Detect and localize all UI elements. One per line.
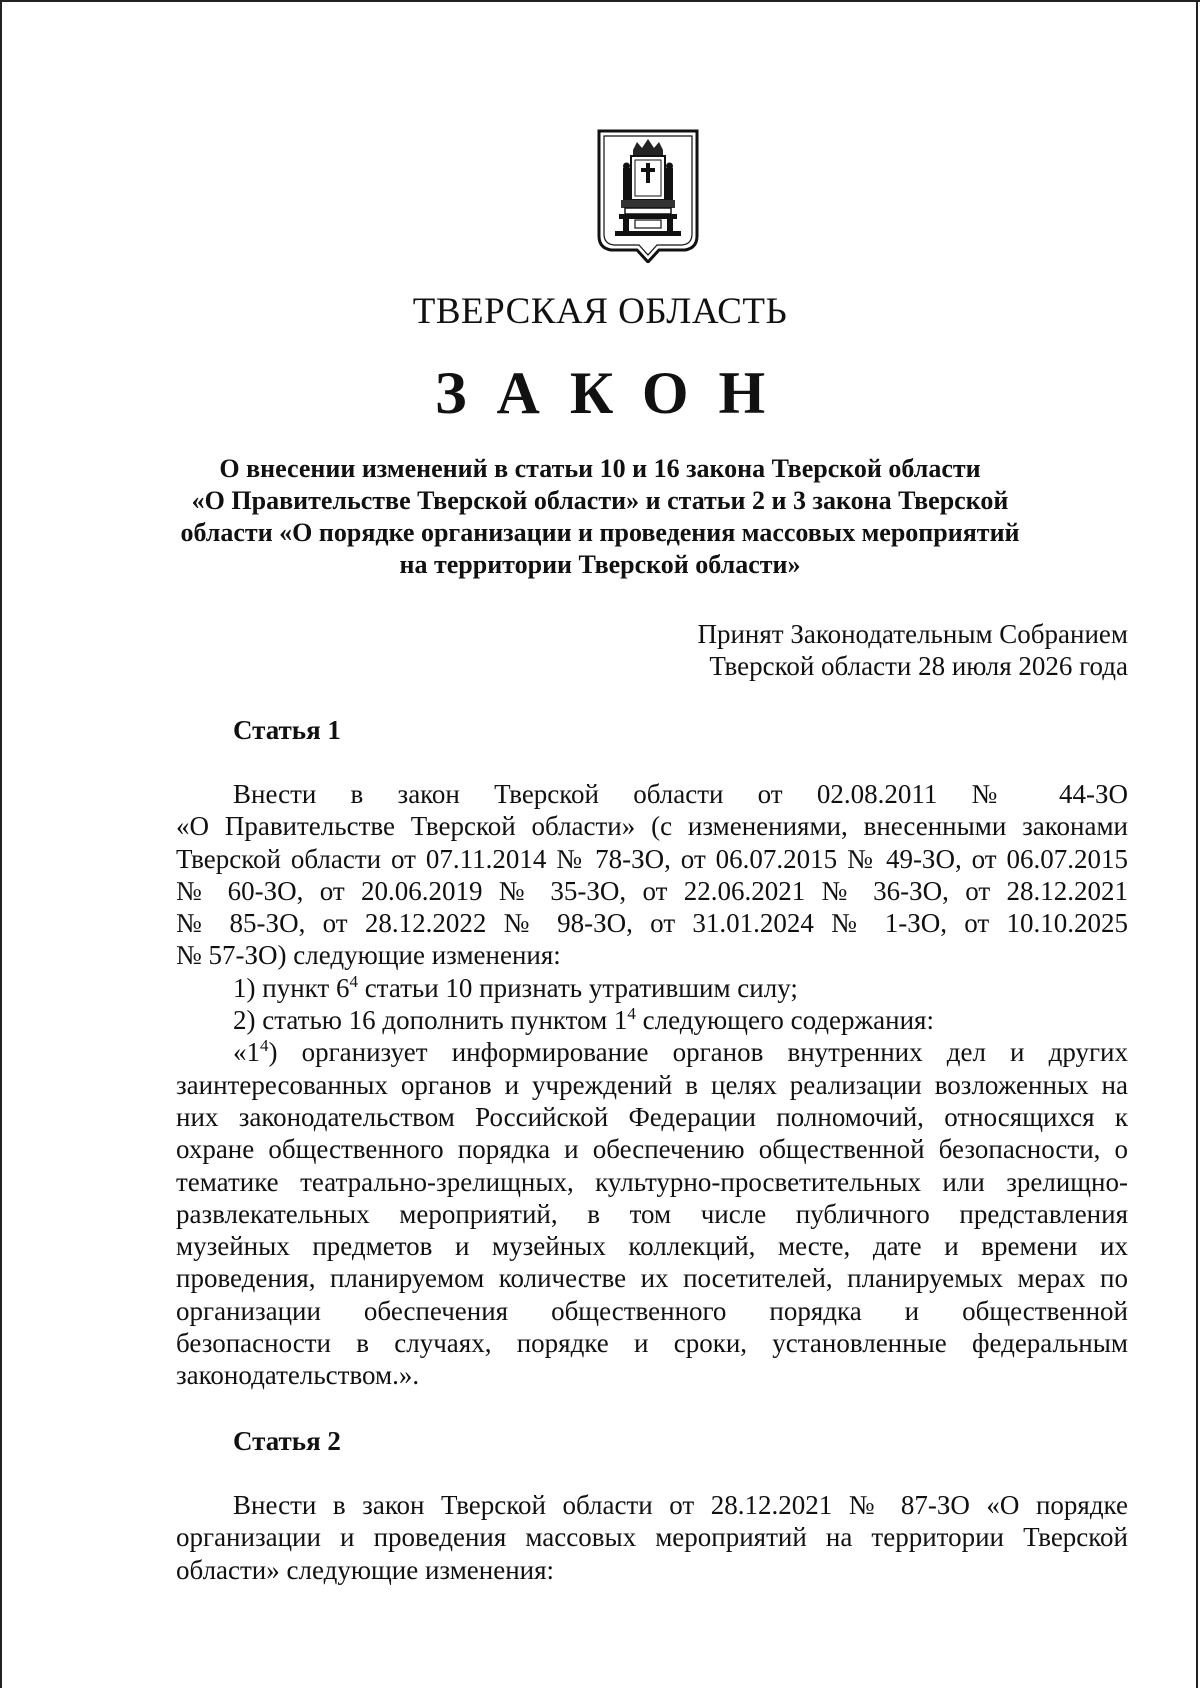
page-border-left: [0, 0, 2, 1688]
item-text: следующего содержания:: [635, 1005, 934, 1036]
adoption-line: Тверской области 28 июля 2026 года: [709, 651, 1128, 681]
article-2-heading: Статья 2: [233, 1426, 341, 1456]
quoted-amendment-line: заинтересованных органов и учреждений в целях реализации возложенных на: [176, 1069, 1128, 1100]
subject-line: О внесении изменений в статьи 10 и 16 закона Тверской области: [219, 454, 981, 483]
amendment-item-1: [176, 972, 1128, 1004]
superscript: 4: [349, 971, 358, 991]
item-text: ) организует информирование органов внутренних дел и других: [268, 1037, 1128, 1068]
article-1-line: «О Правительстве Тверской области» (с изменениями, внесенными законами: [176, 811, 1128, 842]
article-1-line: Тверской области от 07.11.2014 № 78-ЗО, от 06.07.2015 № 49-ЗО, от 06.07.2015: [176, 843, 1128, 874]
item-text: 2) статью 16 дополнить пунктом 1: [233, 1005, 628, 1036]
item-text: «1: [233, 1037, 260, 1068]
region-name: ТВЕРСКАЯ ОБЛАСТЬ: [412, 291, 788, 332]
tver-coat-of-arms-icon: [595, 128, 701, 263]
adoption-note: [528, 618, 1128, 682]
page-border-top: [0, 0, 1200, 2]
article-1-line: № 57-ЗО) следующие изменения:: [176, 940, 561, 971]
quoted-amendment-line: тематике театрально-зрелищных, культурно-просветительных или зрелищно-: [176, 1166, 1128, 1197]
subject-line: области «О порядке организации и проведения массовых мероприятий: [180, 518, 1020, 547]
article-2-line: организации и проведения массовых мероприятий на территории Тверской: [176, 1522, 1128, 1553]
page-border-right: [1196, 0, 1198, 1688]
superscript: 4: [260, 1036, 269, 1056]
article-1-line: № 60-ЗО, от 20.06.2019 № 35-ЗО, от 22.06.2021 № 36-ЗО, от 28.12.2021: [176, 875, 1128, 906]
quoted-amendment-line: музейных предметов и музейных коллекций, месте, дате и времени их: [176, 1231, 1128, 1262]
quoted-amendment-line: проведения, планируемом количестве их посетителей, планируемых мерах по: [176, 1263, 1128, 1294]
quoted-amendment-line: законодательством.».: [176, 1360, 420, 1391]
superscript: 4: [627, 1004, 636, 1024]
article-2-body: [176, 1489, 1128, 1586]
quoted-amendment-first-line: [176, 1036, 1128, 1068]
item-text: 1) пункт 6: [233, 972, 350, 1003]
quoted-amendment-line: охране общественного порядка и обеспечению общественной безопасности, о: [176, 1134, 1128, 1165]
law-subject: [150, 453, 1050, 581]
subject-line: на территории Тверской области»: [399, 550, 801, 579]
article-2-line: области» следующие изменения:: [176, 1554, 555, 1585]
item-text: статьи 10 признать утратившим силу;: [357, 972, 798, 1003]
article-1-line: № 85-ЗО, от 28.12.2022 № 98-ЗО, от 31.01.2024 № 1-ЗО, от 10.10.2025: [176, 908, 1128, 939]
quoted-amendment-line: развлекательных мероприятий, в том числе публичного представления: [176, 1198, 1128, 1229]
article-1-heading: Статья 1: [233, 715, 341, 745]
article-1-line: Внести в закон Тверской области от 02.08.2011 № 44-ЗО: [233, 779, 1128, 809]
document-type-title: ЗАКОН: [434, 360, 796, 426]
quoted-amendment-line: организации обеспечения общественного порядка и общественной: [176, 1295, 1128, 1326]
article-1-body: [176, 778, 1128, 1392]
article-2-line: Внести в закон Тверской области от 28.12.2021 № 87-ЗО «О порядке: [233, 1490, 1128, 1520]
adoption-line: Принят Законодательным Собранием: [697, 619, 1128, 649]
quoted-amendment-line: них законодательством Российской Федерации полномочий, относящихся к: [176, 1101, 1128, 1132]
subject-line: «О Правительстве Тверской области» и статьи 2 и 3 закона Тверской: [191, 486, 1009, 515]
amendment-item-2: [176, 1004, 1128, 1036]
quoted-amendment-line: безопасности в случаях, порядке и сроки, установленные федеральным: [176, 1328, 1128, 1359]
